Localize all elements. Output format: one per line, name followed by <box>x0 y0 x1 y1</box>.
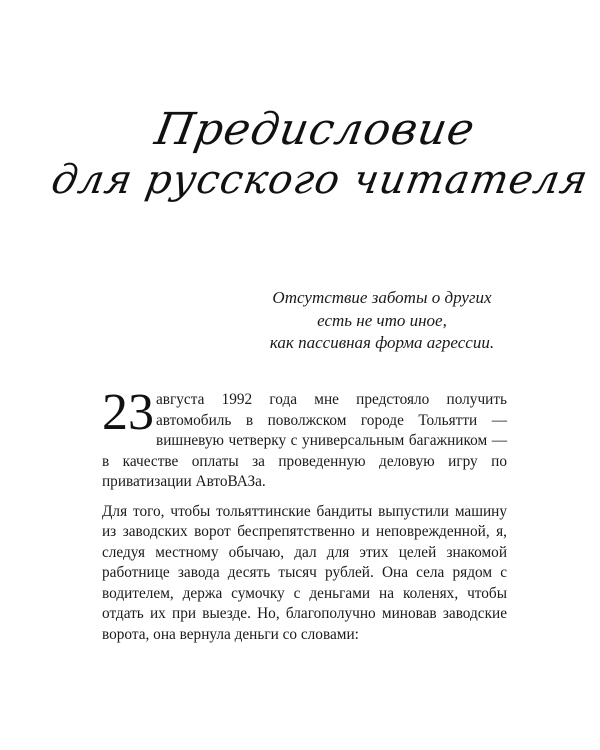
epigraph-line: как пассивная форма агрессии. <box>269 333 495 352</box>
body-text <box>102 384 507 645</box>
paragraph-1-text: августа 1992 года мне предстояло получить автомобиль в поволжском городе Тольятти — вишневую четверку с универсальным багажником — в качестве оплаты за проведенную деловую игру по приватизации АвтоВАЗа. <box>102 391 507 490</box>
drop-cap: 23 <box>102 384 154 441</box>
paragraph-2-text: Для того, чтобы тольяттинские бандиты выпустили машину из заводских ворот беспрепятственно и неповрежденной, я, следуя местному обычаю, дал для этих целей знакомой работнице завода десять тысяч рублей. Она села рядом с водителем, держа сумочку с деньгами на коленях, чтобы отдать их при выезде. Но, благополучно миновав заводские ворота, она вернула деньги со словами: <box>102 502 507 643</box>
chapter-title-line-2: для русского читателя <box>48 157 592 203</box>
epigraph-line: есть не что иное, <box>317 310 447 330</box>
paragraph-2 <box>102 502 507 646</box>
epigraph-line: Отсутствие заботы о других <box>272 288 492 307</box>
chapter-title-line-1: Предисловие <box>151 104 480 155</box>
paragraph-1 <box>102 384 507 493</box>
epigraph <box>232 287 532 355</box>
